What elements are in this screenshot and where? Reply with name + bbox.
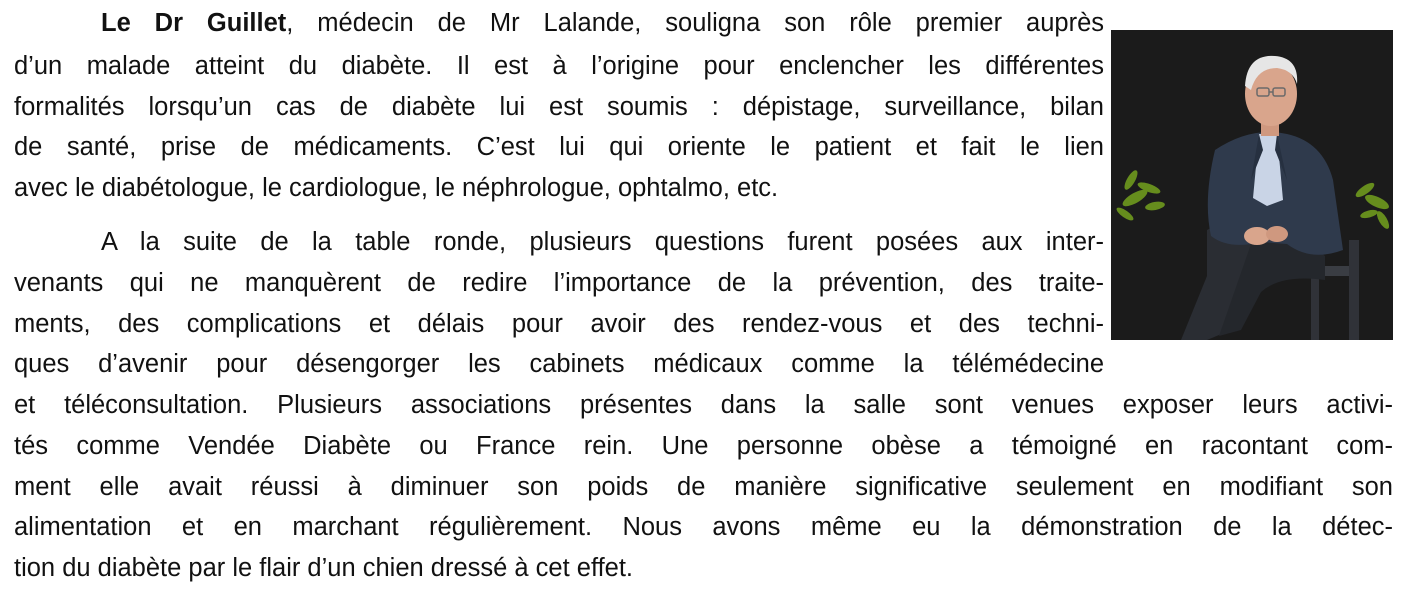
paragraph1-line-4: de santé, prise de médicaments. C’est lui qui oriente le patient et fait le lien bbox=[14, 133, 1104, 161]
doctor-photo bbox=[1111, 30, 1393, 340]
paragraph2-line-3: ments, des complications et délais pour avoir des rendez-vous et des techni- bbox=[14, 310, 1104, 338]
paragraph1-line-5: avec le diabétologue, le cardiologue, le néphrologue, ophtalmo, etc. bbox=[14, 174, 779, 202]
paragraph1-line-1-text: , médecin de Mr Lalande, souligna son rôle premier auprès bbox=[286, 9, 1104, 37]
paragraph2-line-7: ment elle avait réussi à diminuer son poids de manière significative seulement en modifiant son bbox=[14, 473, 1393, 501]
paragraph1-line-3: formalités lorsqu’un cas de diabète lui est soumis : dépistage, surveillance, bilan bbox=[14, 93, 1104, 121]
paragraph2-line-8: alimentation et en marchant régulièrement. Nous avons même eu la démonstration de la détec- bbox=[14, 513, 1393, 541]
paragraph2-line-4: ques d’avenir pour désengorger les cabinets médicaux comme la télémédecine bbox=[14, 350, 1104, 378]
paragraph1-line-2: d’un malade atteint du diabète. Il est à l’origine pour enclencher les différentes bbox=[14, 52, 1104, 80]
paragraph2-line-5: et téléconsultation. Plusieurs associations présentes dans la salle sont venues exposer leurs activi- bbox=[14, 391, 1393, 419]
photo-of-seated-doctor-icon bbox=[1111, 30, 1393, 340]
paragraph2-line-1: A la suite de la table ronde, plusieurs questions furent posées aux inter- bbox=[101, 228, 1104, 256]
doctor-name: Le Dr Guillet bbox=[101, 9, 287, 37]
paragraph2-line-6: tés comme Vendée Diabète ou France rein. Une personne obèse a témoigné en racontant com- bbox=[14, 432, 1393, 460]
paragraph2-line-2: venants qui ne manquèrent de redire l’importance de la prévention, des traite- bbox=[14, 269, 1104, 297]
paragraph1-line-1 bbox=[14, 5, 1104, 41]
paragraph2-line-9: tion du diabète par le flair d’un chien dressé à cet effet. bbox=[14, 554, 634, 582]
